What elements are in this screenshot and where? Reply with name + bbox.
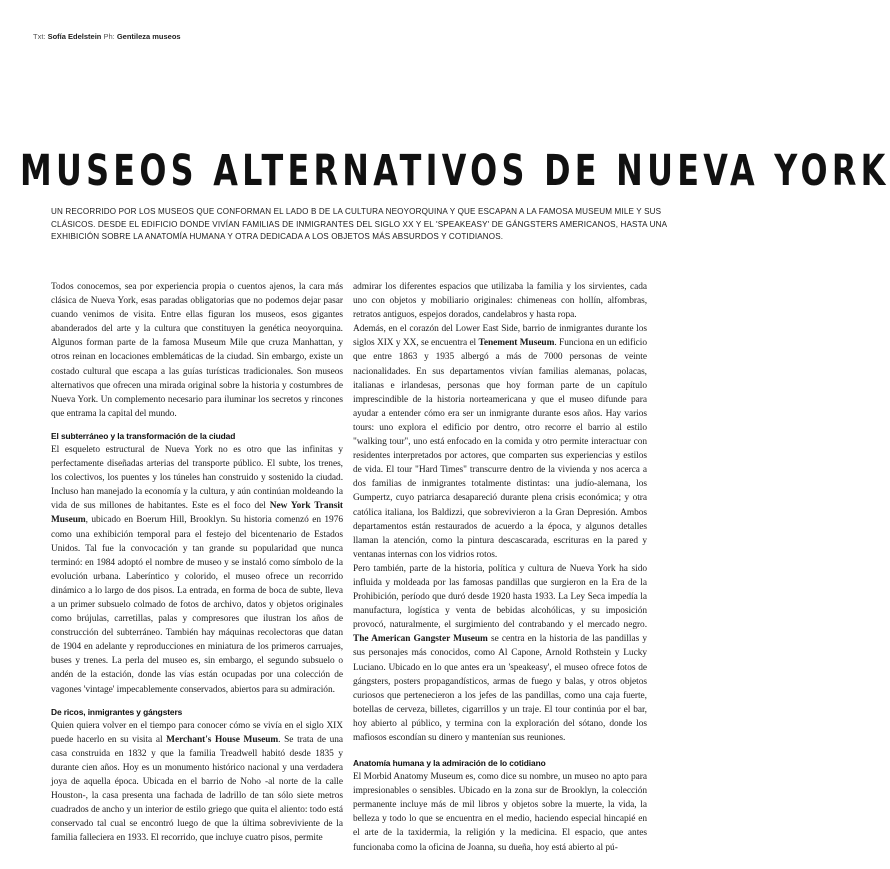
tenement-paragraph bbox=[353, 322, 647, 562]
article-lead: UN RECORRIDO POR LOS MUSEOS QUE CONFORMAN EL LADO B DE LA CULTURA NEOYORQUINA Y QUE ESCAPAN A LA FAMOSA MUSEUM MILE Y SUS CLÁSICOS. DESDE EL EDIFICIO DONDE VIVÍAN FAMILIAS DE INMIGRANTES DEL SIGLO XX Y EL 'SPEAKEASY' DE GÁNGSTERS AMERICANOS, HASTA UNA EXHIBICIÓN SOBRE LA ANATOMÍA HUMANA Y OTRA DEDICADA A LOS OBJETOS MÁS ABSURDOS Y COTIDIANOS. bbox=[51, 207, 667, 242]
gangster-paragraph bbox=[353, 562, 647, 745]
gangster-text-a: Pero también, parte de la historia, política y cultura de Nueva York ha sido influida y moldeada por las famosas pandillas que surgieron en la Era de la Prohibición, período que duró desde 1920 hasta 1933. La Ley Seca impedía la manufactura, logística y venta de bebidas alcohólicas, y su imposición provocó, naturalmente, el surgimiento del contrabando y el mercado negro. bbox=[353, 563, 647, 631]
gangster-text-c: se centra en la historia de las pandillas y sus personajes más conocidos, como Al Capone, Arnold Rothstein y Lucky Luciano. Ubicado en lo que antes era un 'speakeasy', el museo ofrece fotos de gángsters, posters propagandísticos, armas de fuego y balas, y otros objetos curiosos que pertenecieron a los jefes de las pandillas, como una caja fuerte, botellas de cerveza, billetes, cigarrillos y un traje. El tour continúa por el bar, hoy abierto al público, y termina con la exploración del sótano, donde los mafiosos escondían su dinero y mantenían sus reuniones. bbox=[353, 634, 647, 743]
intro-paragraph: Todos conocemos, sea por experiencia propia o cuentos ajenos, la cara más clásica de Nueva York, esas paradas obligatorias que no podemos dejar pasar cuando venimos de visita. Entre ellas figuran los museos, esos gigantes abanderados del arte y la cultura que constituyen la genética neoyorquina. Algunos forman parte de la famosa Museum Mile que cruza Manhattan, y otros reinan en locaciones emblemáticas de la ciudad. Sin embargo, existe un costado cultural que escapa a las guías turísticas tradicionales. Son museos alternativos que ofrecen una mirada original sobre la historia y costumbres de Nueva York. Un complemento necesario para iluminar los secretos y rincones que entrama la capital del mundo. bbox=[51, 282, 343, 419]
right-column bbox=[353, 280, 647, 855]
merchant-text-a: Quien quiera volver en el tiempo para conocer cómo se vivía en el siglo XIX puede hacerlo en su visita al bbox=[51, 720, 343, 745]
credits-photo: Gentileza museos bbox=[116, 32, 181, 41]
tenement-museum-name: Tenement Museum bbox=[478, 338, 555, 349]
transit-text-c: , ubicado en Boerum Hill, Brooklyn. Su historia comenzó en 1976 como una exhibición temporal para el festejo del bicentenario de Estados Unidos. Tal fue la convocación y tan grande su popularidad que nunca terminó: en 1984 adoptó el nombre de museo y se instaló como símbolo de la evolución urbana. Laberíntico y colorido, el museo ofrece un recorrido dinámico a lo largo de dos pisos. La entrada, en forma de boca de subte, lleva a un primer subsuelo colmado de fotos de archivo, datos y objetos originales como brújulas, carretillas, palas y compresores que ilustran los años de construcción del subterráneo. También hay máquinas recolectoras que datan de 1904 en adelante y reproducciones en miniatura de los primeros carruajes, buses y trenes. La perla del museo es, sin embargo, el segundo subsuelo o andén de la estación, donde las vías están ocupadas por una colección de vagones 'vintage' impecablemente conservados, abiertos para su admiración. bbox=[51, 515, 343, 695]
credits-txt-label: Txt: bbox=[33, 32, 46, 41]
merchant-paragraph bbox=[51, 719, 343, 846]
tenement-text-c: . Funciona en un edificio que entre 1863 y 1935 albergó a más de 7000 personas de veinte nacionalidades. En sus departamentos vivían familias alemanas, polacas, italianas e irlandesas, personas que hoy forman parte de un capítulo imprescindible de la historia norteamericana y que el museo difunde para ayudar a entender cómo era ser un inmigrante durante esos años. Hay varios tours: uno explora el edificio por dentro, otro recorre el barrio al estilo "walking tour", uno está enfocado en la comida y otro permite interactuar con residentes interpretados por actores, que comparten sus experiencias y estilos de vida. El tour "Hard Times" transcurre dentro de la vivienda y nos acerca a dos familias de inmigrantes totalmente distintas: una judío-alemana, los Gumpertz, cuyo patriarca desapareció durante plena crisis económica; y otra católica italiana, los Baldizzi, que sobrevivieron a la Gran Depresión. Ambos departamentos están restaurados de acuerdo a la época, y algunos detalles llaman la atención, como la pintura descascarada, escrituras en la pared y ventanas internas con los vidrios rotos. bbox=[353, 338, 648, 560]
merchant-text-c: . Se trata de una casa construida en 1832 y que la familia Treadwell habitó desde 1835 y durante cien años. Hoy es un monumento histórico nacional y una verdadera joya de aquella época. Ubicada en el barrio de Noho -al norte de la calle Houston-, la casa presenta una fachada de ladrillo de tan sólo siete metros cuadrados de ancho y un interior de estilo griego que quita el aliento: todo está conservado tal cual se encontró luego de que la última sobreviviente de la familia falleciera en 1933. El recorrido, que incluye cuatro pisos, permite bbox=[51, 734, 343, 844]
transit-text-a: El esqueleto estructural de Nueva York no es otro que las infinitas y perfectamente diseñadas arterias del transporte público. El subte, los trenes, los colectivos, los puentes y los túneles han construido y sostenido la ciudad. Incluso han manejado la economía y la cultura, y aún continúan moldeando la vida de sus millones de habitantes. Este es el foco del bbox=[51, 444, 343, 512]
credits-line bbox=[33, 32, 181, 41]
article-title bbox=[20, 146, 890, 196]
transit-museum-name: New York Transit Museum bbox=[51, 501, 343, 526]
left-column bbox=[51, 280, 343, 845]
section-heading-gangsters: De ricos, inmigrantes y gángsters bbox=[51, 706, 183, 717]
merchant-museum-name: Merchant's House Museum bbox=[166, 734, 279, 745]
article-title-text: MUSEOS ALTERNATIVOS DE NUEVA YORK bbox=[20, 146, 890, 196]
tenement-text-a: Además, en el corazón del Lower East Side, barrio de inmigrantes durante los siglos XIX y XX, se encuentra el bbox=[353, 324, 647, 349]
transit-paragraph bbox=[51, 443, 343, 697]
credits-ph-label: Ph: bbox=[103, 32, 115, 41]
section-heading-subway: El subterráneo y la transformación de la ciudad bbox=[51, 430, 236, 441]
merchant-continued-paragraph: admirar los diferentes espacios que utilizaba la familia y los sirvientes, cada uno con objetos y mobiliario originales: chimeneas con hollín, alfombras, retratos antiguos, espejos dorados, candelabros y hasta ropa. bbox=[353, 282, 647, 321]
anatomy-paragraph: El Morbid Anatomy Museum es, como dice su nombre, un museo no apto para impresionables o sensibles. Ubicado en la zona sur de Brooklyn, la colección permanente incluye más de mil libros y objetos sobre la muerte, la vida, la belleza y todo lo que se encuentra en el medio, haciendo especial hincapié en el arte de la taxidermia, la religión y la medicina. El espacio, que antes funcionaba como la oficina de Joanna, su dueña, hoy está abierto al pú- bbox=[353, 772, 647, 853]
section-heading-anatomy: Anatomía humana y la admiración de lo cotidiano bbox=[353, 758, 546, 769]
credits-author: Sofía Edelstein bbox=[47, 32, 102, 41]
gangster-museum-name: The American Gangster Museum bbox=[353, 634, 488, 645]
